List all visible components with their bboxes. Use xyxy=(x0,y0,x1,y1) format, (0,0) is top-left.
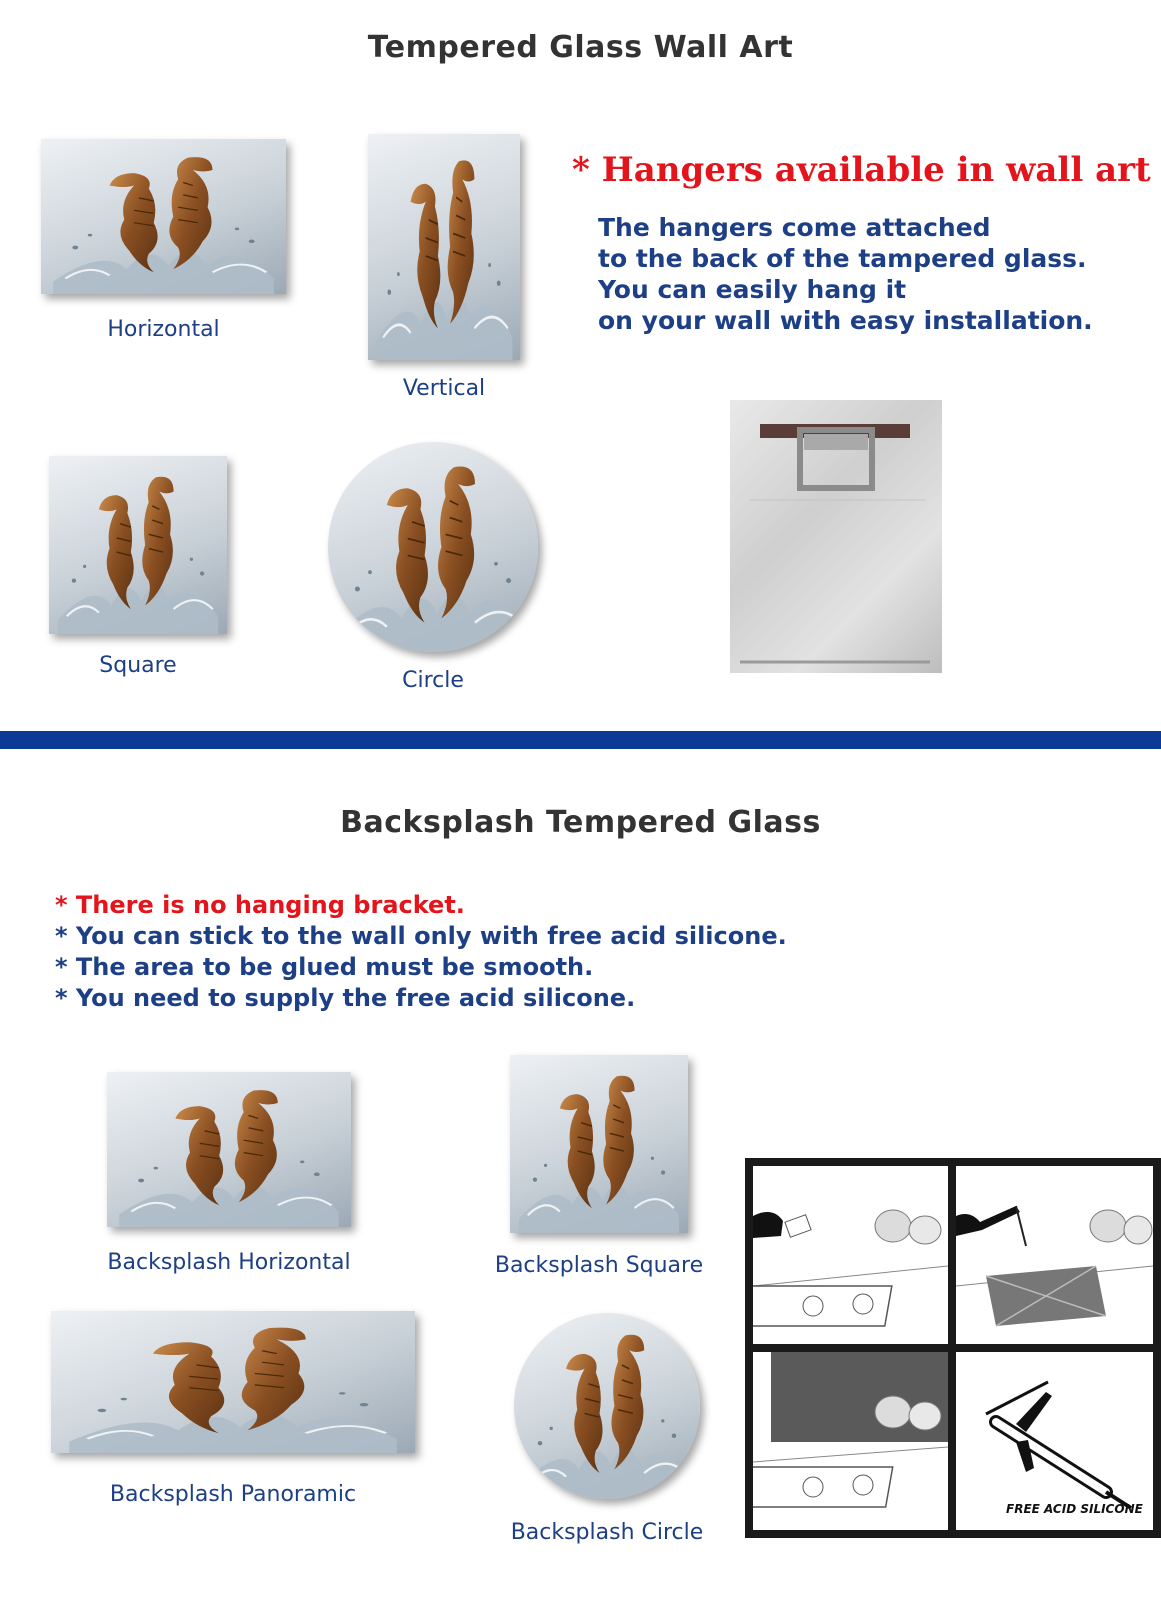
caption-vertical: Vertical xyxy=(402,376,486,401)
hangers-line: on your wall with easy installation. xyxy=(598,306,1093,335)
caption-backsplash-horizontal: Backsplash Horizontal xyxy=(107,1250,351,1275)
backsplash-panoramic-image xyxy=(51,1311,415,1453)
caption-backsplash-circle: Backsplash Circle xyxy=(510,1520,704,1545)
seahorse-artwork xyxy=(49,456,227,634)
seahorse-artwork xyxy=(510,1055,688,1233)
free-acid-silicone-label: FREE ACID SILICONE xyxy=(1006,1502,1143,1516)
square-preview-image xyxy=(49,456,227,634)
installation-steps-illustration xyxy=(745,1158,1161,1538)
seahorse-artwork xyxy=(107,1072,351,1227)
wall-art-heading: Tempered Glass Wall Art xyxy=(367,30,794,65)
section-divider xyxy=(0,731,1161,749)
seahorse-artwork xyxy=(41,139,286,294)
silicone-gun-panel xyxy=(956,1352,1153,1530)
backsplash-heading: Backsplash Tempered Glass xyxy=(340,805,821,840)
caption-backsplash-panoramic: Backsplash Panoramic xyxy=(109,1482,357,1507)
backsplash-square-image xyxy=(510,1055,688,1233)
caption-circle: Circle xyxy=(402,668,464,693)
step-clean-surface-panel xyxy=(753,1166,948,1344)
hangers-line: You can easily hang it xyxy=(598,275,907,304)
caption-square: Square xyxy=(99,653,177,678)
stovetop-sketch xyxy=(753,1166,948,1344)
step-apply-silicone-panel xyxy=(956,1166,1153,1344)
step-place-glass-panel xyxy=(753,1352,948,1530)
silicone-application-sketch xyxy=(956,1166,1153,1344)
hanger-bracket-photo xyxy=(730,400,942,673)
caption-backsplash-square: Backsplash Square xyxy=(494,1253,704,1278)
vertical-preview-image xyxy=(368,134,520,360)
seahorse-artwork xyxy=(51,1311,415,1453)
note-supply-silicone: * You need to supply the free acid silicone. xyxy=(55,984,636,1012)
glass-placed-sketch xyxy=(753,1352,948,1530)
hangers-description xyxy=(598,212,1093,336)
seahorse-artwork xyxy=(328,442,538,652)
backsplash-horizontal-image xyxy=(107,1072,351,1227)
note-silicone: * You can stick to the wall only with free acid silicone. xyxy=(55,922,787,950)
hanger-bracket-icon xyxy=(730,400,942,673)
backsplash-notes xyxy=(55,890,787,1014)
note-smooth-area: * The area to be glued must be smooth. xyxy=(55,953,594,981)
hangers-title: * Hangers available in wall art xyxy=(572,150,1151,190)
hangers-line: The hangers come attached xyxy=(598,213,991,242)
seahorse-artwork xyxy=(368,134,520,360)
hangers-line: to the back of the tampered glass. xyxy=(598,244,1087,273)
caption-horizontal: Horizontal xyxy=(107,317,220,342)
seahorse-artwork xyxy=(514,1313,700,1499)
backsplash-circle-image xyxy=(514,1313,700,1499)
note-no-bracket: * There is no hanging bracket. xyxy=(55,891,465,919)
circle-preview-image xyxy=(328,442,538,652)
horizontal-preview-image xyxy=(41,139,286,294)
